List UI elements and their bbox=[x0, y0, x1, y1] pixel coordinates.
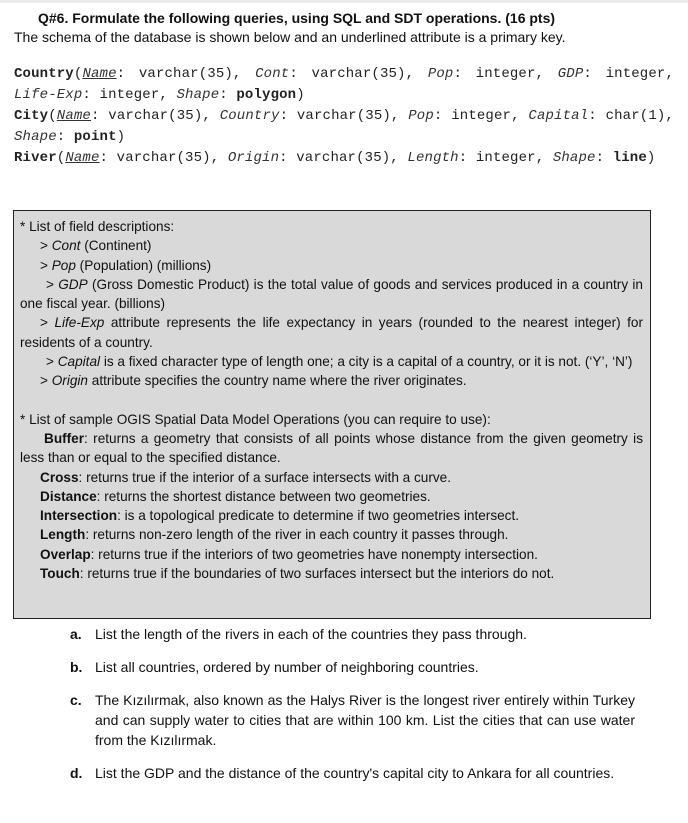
op-buffer: Buffer: returns a geometry that consists of all points whose distance from the given geometry is less than or equal to the specified distance. bbox=[20, 430, 643, 466]
op-touch: Touch: returns true if the boundaries of two surfaces intersect but the interiors do not. bbox=[40, 566, 555, 582]
question-item-b: b. List all countries, ordered by number of neighboring countries. bbox=[70, 659, 479, 675]
field-pop: > Pop (Population) (millions) bbox=[40, 257, 212, 273]
field-list-heading: * List of field descriptions: bbox=[20, 219, 175, 234]
schema-country: Country(Name: varchar(35), Cont: varchar(35), Pop: integer, GDP: integer, Life-Exp: integer, Shape: polygon) bbox=[14, 66, 674, 103]
document-page bbox=[14, 9, 674, 582]
op-intersection: Intersection: is a topological predicate to determine if two geometries intersect. bbox=[40, 508, 520, 524]
question-item-a: a. List the length of the rivers in each of the countries they pass through. bbox=[70, 626, 527, 642]
schema-city: City(Name: varchar(35), Country: varchar(35), Pop: integer, Capital: char(1), Shape: point) bbox=[14, 108, 674, 145]
descriptions-box bbox=[13, 210, 651, 619]
op-distance: Distance: returns the shortest distance between two geometries. bbox=[40, 488, 431, 504]
spacer bbox=[20, 391, 643, 410]
question-subtitle: The schema of the database is shown below and an underlined attribute is a primary key. bbox=[14, 29, 566, 45]
question-item-c: c. The Kızılırmak, also known as the Halys River is the longest river entirely within Turkey and can supply water to cities that are within 100 km. List the cities that can use water from the Kızılırmak. bbox=[70, 692, 635, 748]
field-gdp: > GDP (Gross Domestic Product) is the total value of goods and services produced in a country in one fiscal year. (billions) bbox=[20, 276, 643, 312]
field-origin: > Origin attribute specifies the country name where the river originates. bbox=[40, 373, 467, 389]
question-item-d: d. List the GDP and the distance of the country's capital city to Ankara for all countries. bbox=[70, 765, 615, 781]
field-capital: > Capital is a fixed character type of length one; a city is a capital of a country, or it is not. (‘Y’, ‘N’) bbox=[46, 354, 633, 370]
op-length: Length: returns non-zero length of the river in each country it passes through. bbox=[40, 527, 509, 543]
question-list bbox=[70, 624, 635, 796]
operations-heading: * List of sample OGIS Spatial Data Model Operations (you can require to use): bbox=[20, 411, 491, 427]
schema-block bbox=[14, 64, 674, 169]
top-border bbox=[0, 0, 688, 3]
field-cont: > Cont (Continent) bbox=[40, 238, 152, 254]
schema-river: River(Name: varchar(35), Origin: varchar(35), Length: integer, Shape: line) bbox=[14, 150, 656, 166]
field-lifeexp: > Life-Exp attribute represents the life expectancy in years (rounded to the nearest integer) for residents of a country. bbox=[20, 315, 644, 350]
question-title: Q#6. Formulate the following queries, using SQL and SDT operations. (16 pts) bbox=[38, 10, 556, 26]
op-overlap: Overlap: returns true if the interiors of two geometries have nonempty intersection. bbox=[40, 546, 538, 562]
op-cross: Cross: returns true if the interior of a surface intersects with a curve. bbox=[40, 469, 452, 485]
